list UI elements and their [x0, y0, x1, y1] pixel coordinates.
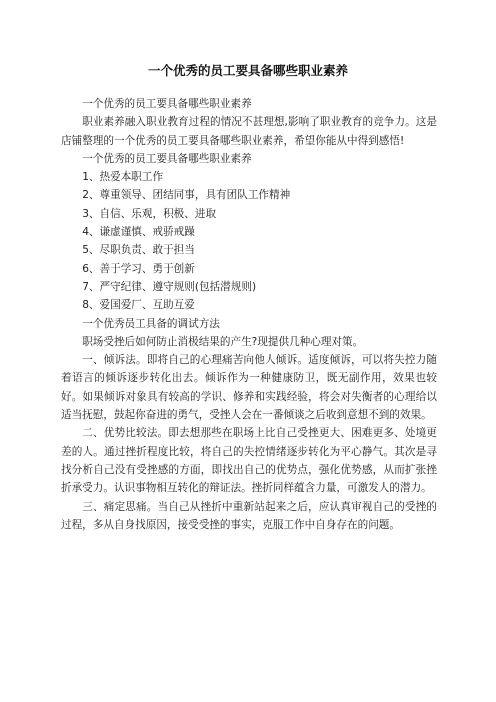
list-item-7: 7、严守纪律、遵守规则(包括潜规则) [82, 280, 257, 293]
paragraph-list-heading: 一个优秀的员工要具备哪些职业素养 [82, 152, 252, 165]
paragraph-methods-heading: 一个优秀员工具备的调试方法 [82, 317, 220, 330]
list-item-2: 2、尊重领导、团结同事，具有团队工作精神 [82, 189, 291, 202]
list-item-4: 4、谦虚谨慎、戒骄戒躁 [82, 226, 195, 239]
list-item-3: 3、自信、乐观，积极、进取 [82, 207, 217, 220]
paragraph-method-3: 三、痛定思痛。当自己从挫折中重新站起来之后，应认真审视自己的受挫的过程，多从自身找原因，接受受挫的事实，克服工作中自身存在的问题。 [61, 500, 437, 531]
paragraph-method-2: 二、优势比较法。即去想那些在职场上比自己受挫更大、困难更多、处境更差的人。通过挫折程度比较，将自己的失控情绪逐步转化为平心静气。其次是寻找分析自己没有受挫感的方面，即找出自己的优势点，强化优势感，从而扩张挫折承受力。认识事物相互转化的辩证法。挫折同样蕴含力量，可激发人的潜力。 [61, 427, 437, 495]
paragraph-methods-intro: 职场受挫后如何防止消极结果的产生?现提供几种心理对策。 [82, 335, 364, 348]
paragraph-intro: 职业素养融入职业教育过程的情况不甚理想,影响了职业教育的竞争力。这是店铺整理的一个优秀的员工要具备哪些职业素养，希望你能从中得到感悟! [61, 116, 437, 147]
document-body [61, 95, 437, 534]
list-item-5: 5、尽职负责、敢于担当 [82, 244, 195, 257]
paragraph-method-1: 一、倾诉法。即将自己的心理痛苦向他人倾诉。适度倾诉，可以将失控力随着语言的倾诉逐步转化出去。倾诉作为一种健康防卫，既无副作用，效果也较好。如果倾诉对象具有较高的学识、修养和实践经验，将会对失衡者的心理给以适当抚慰，鼓起你奋进的勇气，受挫人会在一番倾谈之后收到意想不到的效果。 [61, 354, 437, 422]
list-item-6: 6、善于学习、勇于创新 [82, 262, 195, 275]
list-item-1: 1、热爱本职工作 [82, 171, 164, 184]
paragraph-intro-heading: 一个优秀的员工要具备哪些职业素养 [82, 98, 252, 110]
list-item-8: 8、爱国爱厂、互助互爱 [82, 299, 195, 312]
document-title: 一个优秀的员工要具备哪些职业素养 [147, 63, 348, 78]
